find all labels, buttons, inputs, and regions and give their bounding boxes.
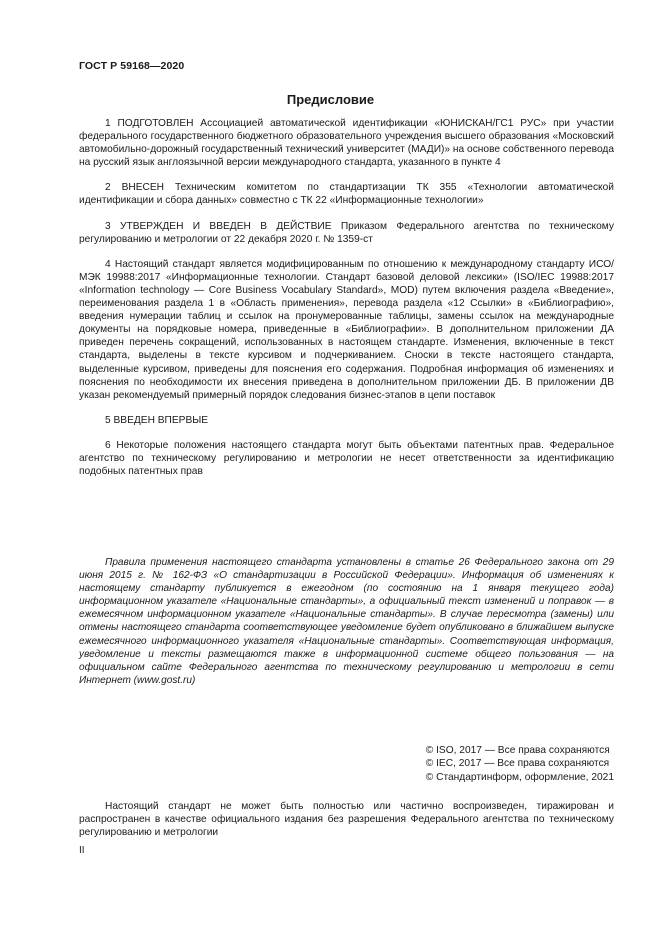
paragraph-introduced-by: 2 ВНЕСЕН Техническим комитетом по стандартизации ТК 355 «Технологии автоматической идентификации и сбора данных» совместно с ТК 22 «Информационные технологии» — [79, 182, 614, 207]
paragraph-modification: 4 Настоящий стандарт является модифицированным по отношению к международному стандарту ИСО/МЭК 19988:2017 «Информационные технологии. Стандарт базовой деловой лексики» (ISO/IEC 19988:2017 «Information technology — Core Business Vocabulary Standard», MOD) путем включения раздела «Введение», переименования раздела 1 в «Область применения», перевода раздела «12 Ссылки» в «Библиографию», введения нумерации таблиц и ссылок на пронумерованные таблицы, замены ссылок на международные документы на порядковые номера, приведенные в «Библиографии». В дополнительном приложении ДА приведен перечень сокращений, использованных в настоящем стандарте. Изменения, включенные в текст стандарта, выделены в тексте курсивом и подчеркиванием. Сноски в тексте настоящего стандарта, выделенные курсивом, приведены для пояснения его содержания. Подробная информация об изменениях и пояснения по необходимости их внесения приведена в дополнительном приложении ДБ. В приложении ДВ указан рекомендуемый примерный порядок следования бизнес-этапов в цепи поставок — [79, 258, 614, 401]
copyright-standartinform: © Стандартинформ, оформление, 2021 — [425, 771, 614, 783]
page-title: Предисловие — [286, 92, 375, 107]
page-number: II — [79, 845, 85, 856]
copyright-iec: © IEC, 2017 — Все права сохраняются — [425, 758, 610, 770]
copyright-iso: © ISO, 2017 — Все права сохраняются — [425, 745, 610, 756]
copyright-block — [426, 744, 614, 784]
foreword-body — [79, 117, 614, 490]
paragraph-approved: 3 УТВЕРЖДЕН И ВВЕДЕН В ДЕЙСТВИЕ Приказом Федерального агентства по техническому регулированию и метрологии от 22 декабря 2020 г. № 1359-ст — [79, 220, 614, 245]
paragraph-patents: 6 Некоторые положения настоящего стандарта могут быть объектами патентных прав. Федеральное агентство по техническому регулированию и метрологии не несет ответственности за идентификацию подобных патентных прав — [79, 439, 614, 478]
paragraph-introduced-first: 5 ВВЕДЕН ВПЕРВЫЕ — [105, 414, 209, 426]
standard-code-header: ГОСТ Р 59168—2020 — [79, 60, 185, 72]
application-rules-notice: Правила применения настоящего стандарта установлены в статье 26 Федерального закона от 29 июня 2015 г. № 162-ФЗ «О стандартизации в Российской Федерации». Информация об изменениях к настоящему стандарту публикуется в ежегодном (по состоянию на 1 января текущего года) информационном указателе «Национальные стандарты», а официальный текст изменений и поправок — в ежемесячном информационном указателе «Национальные стандарты». В случае пересмотра (замены) или отмены настоящего стандарта соответствующее уведомление будет опубликовано в ближайшем выпуске ежемесячного информационного указателя «Национальные стандарты». Соответствующая информация, уведомление и тексты размещаются также в информационной системе общего пользования — на официальном сайте Федерального агентства по техническому регулированию и метрологии в сети Интернет (www.gost.ru) — [79, 557, 614, 686]
paragraph-prepared-by: 1 ПОДГОТОВЛЕН Ассоциацией автоматической идентификации «ЮНИСКАН/ГС1 РУС» при участии федерального государственного бюджетного образовательного учреждения высшего образования «Московский автомобильно-дорожный государственный технический университет (МАДИ)» на основе собственного перевода на русский язык англоязычной версии международного стандарта, указанного в пункте 4 — [79, 118, 614, 169]
reproduction-notice: Настоящий стандарт не может быть полностью или частично воспроизведен, тиражирован и распространен в качестве официального издания без разрешения Федерального агентства по техническому регулированию и метрологии — [79, 801, 614, 839]
